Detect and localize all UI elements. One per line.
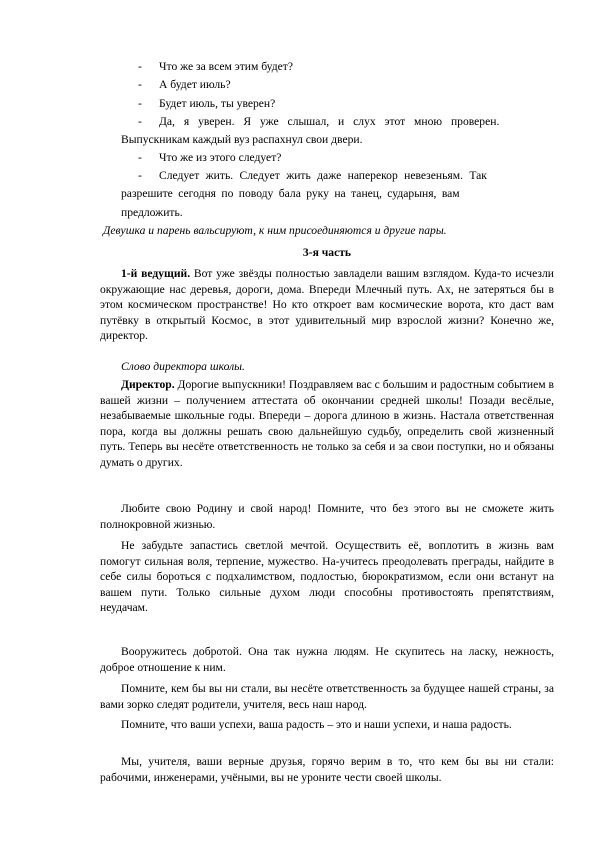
body-paragraph: Вооружитесь добротой. Она так нужна людям. Не скупитесь на ласку, нежность, доброе отношение к ним.	[100, 645, 554, 674]
section-title: 3-я часть	[302, 246, 352, 259]
host-paragraph: 1-й ведущий. Вот уже звёзды полностью завладели вашим взглядом. Куда-то исчезли окружающие нас деревья, дороги, дома. Впереди Млечный путь. Ах, не затеряться бы в этом космическом пространстве! Но кто откроет вам космические ворота, кто даст вам путёвку в открытый Космос, в этот удивительный мир взрослой жизни? Конечно же, директор.	[100, 267, 554, 343]
body-paragraph: Любите свою Родину и свой народ! Помните, что без этого вы не сможете жить полнокровной жизнью.	[100, 502, 554, 531]
body-paragraph: Не забудьте запастись светлой мечтой. Осуществить её, воплотить в жизнь вам помогут сильная воля, терпение, мужество. На-учитесь преодолевать преграды, найдите в себе силы бороться с подхалимством, подлостью, бюрократизмом, если они встанут на вашем пути. Только сильные духом люди способны противостоять препятствиям, неудачам.	[100, 539, 554, 615]
dialogue-continuation: Выпускникам каждый вуз распахнул свои двери.	[121, 133, 363, 146]
dialogue-line: - Что же за всем этим будет?	[138, 60, 294, 73]
director-note: Слово директора школы.	[121, 360, 245, 373]
body-paragraph: Мы, учителя, ваши верные друзья, горячо верим в то, что кем бы вы ни стали: рабочими, инженерами, учёными, вы не уроните чести своей школы.	[100, 755, 554, 784]
stage-direction: Девушка и парень вальсируют, к ним присоединяются и другие пары.	[103, 224, 447, 237]
dialogue-line: - Что же из этого следует?	[138, 151, 282, 164]
dialogue-continuation: предложить.	[121, 206, 183, 219]
dialogue-line: - Будет июль, ты уверен?	[138, 97, 276, 110]
dialogue-line: - Да, я уверен. Я уже слышал, и слух этот мною проверен.	[138, 115, 500, 128]
dialogue-continuation: разрешите сегодня по поводу бала руку на танец, сударыня, вам	[121, 187, 460, 200]
dialogue-line: - Следует жить. Следует жить даже наперекор невезеньям. Так	[138, 169, 487, 182]
body-paragraph: Помните, кем бы вы ни стали, вы несёте ответственность за будущее нашей страны, за вами зорко следят родители, учителя, весь наш народ.	[100, 682, 554, 711]
dialogue-line: - А будет июль?	[138, 78, 231, 91]
body-paragraph: Помните, что ваши успехи, ваша радость – это и наши успехи, и наша радость.	[121, 718, 512, 731]
speaker-name: 1-й ведущий.	[121, 267, 191, 280]
director-paragraph: Директор. Дорогие выпускники! Поздравляем вас с большим и радостным событием в вашей жизни – получением аттестата об окончании средней школы! Позади весёлые, незабываемые школьные годы. Впереди – дорога длиною в жизнь. Настала ответственная пора, когда вы должны решать свою дальнейшую судьбу, определить свой жизненный путь. Теперь вы несёте ответственность не только за себя и за свои поступки, но и обязаны думать о других.	[100, 378, 554, 469]
speaker-name: Директор.	[121, 378, 175, 391]
